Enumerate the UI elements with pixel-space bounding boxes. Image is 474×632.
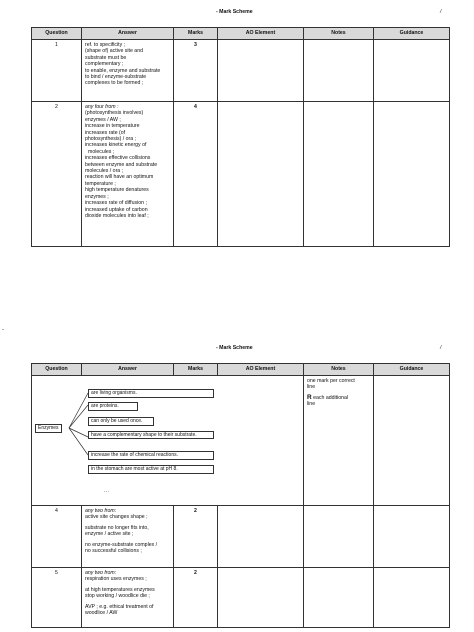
- answer-intro: any four from :: [85, 104, 119, 110]
- page-header-slash-1: /: [440, 9, 442, 15]
- guidance-cell: [374, 568, 450, 628]
- answer-line: increase in temperature: [85, 123, 140, 130]
- match-option: can only be used once.: [88, 417, 154, 426]
- notes-line: one mark per correct: [307, 378, 355, 384]
- question-number: 1: [32, 40, 82, 102]
- ao-element-cell: [218, 506, 304, 568]
- answer-line: complexes to be formed ;: [85, 80, 144, 87]
- answer-line: increases rate of diffusion ;: [85, 200, 147, 207]
- answer-line: between enzyme and substrate: [85, 161, 158, 168]
- col-answer: Answer: [82, 364, 174, 376]
- question-number: 2: [32, 102, 82, 247]
- answer-line: increases effective collisions: [85, 155, 151, 162]
- col-marks: Marks: [174, 364, 218, 376]
- answer-line: (photosynthesis involves): [85, 110, 144, 117]
- reject-symbol: R: [307, 393, 312, 401]
- col-ao-element: AO Element: [218, 364, 304, 376]
- question-number: 5: [32, 568, 82, 628]
- col-question: Question: [32, 28, 82, 40]
- table-header-row: [32, 28, 450, 40]
- answer-cell: [82, 40, 174, 102]
- answer-line: substrate must be: [85, 54, 127, 61]
- col-marks: Marks: [174, 28, 218, 40]
- col-question: Question: [32, 364, 82, 376]
- col-notes: Notes: [304, 28, 374, 40]
- answer-intro: any two from:: [85, 508, 117, 514]
- col-guidance: Guidance: [374, 28, 450, 40]
- ellipsis: ...: [104, 488, 110, 494]
- marks-cell: 2: [174, 568, 218, 628]
- guidance-cell: [374, 376, 450, 506]
- guidance-cell: [374, 506, 450, 568]
- answer-line: molecules ;: [88, 148, 115, 155]
- mark-scheme-table-1: [31, 27, 450, 247]
- match-option: increase the rate of chemical reactions.: [88, 451, 214, 460]
- answer-line: high temperature denatures: [85, 187, 149, 194]
- answer-line: increased uptake of carbon: [85, 206, 148, 213]
- answer-intro: any two from:: [85, 570, 117, 576]
- ao-element-cell: [218, 40, 304, 102]
- marks-cell: 2: [174, 506, 218, 568]
- page-header-slash-2: /: [440, 345, 442, 351]
- match-line: [69, 393, 88, 428]
- answer-line: active site changes shape ;: [85, 514, 148, 521]
- answer-line: woodlice / AW: [85, 610, 118, 617]
- answer-line: reaction will have an optimum: [85, 174, 154, 181]
- answer-line: substrate no longer fits into,: [85, 524, 149, 531]
- answer-line: complementary ;: [85, 61, 124, 68]
- answer-line: increases rate (of: [85, 129, 126, 136]
- mark-scheme-table-2: [31, 363, 450, 628]
- notes-cell: [304, 40, 374, 102]
- match-option: in the stomach are most active at pH 8.: [88, 465, 214, 474]
- answer-line: ref. to specificity ;: [85, 42, 126, 48]
- match-option: are proteins.: [88, 402, 138, 411]
- page-header-title-1: - Mark Scheme: [216, 9, 253, 15]
- answer-line: enzymes ;: [85, 193, 109, 200]
- col-guidance: Guidance: [374, 364, 450, 376]
- page-header-title-2: - Mark Scheme: [216, 345, 253, 351]
- matching-cell: [32, 376, 304, 506]
- notes-line: line: [307, 401, 316, 408]
- match-option: are living organisms.: [88, 389, 214, 398]
- answer-line: stop working / woodlice die ;: [85, 593, 150, 600]
- answer-line: (shape of) active site and: [85, 48, 143, 55]
- question-number: 4: [32, 506, 82, 568]
- col-ao-element: AO Element: [218, 28, 304, 40]
- marks-cell: 4: [174, 102, 218, 247]
- answer-cell: [82, 102, 174, 247]
- answer-line: molecules / ora ;: [85, 168, 124, 175]
- answer-line: AVP ; e.g. ethical treatment of: [85, 603, 154, 610]
- table-row: [32, 376, 450, 506]
- notes-cell: [304, 568, 374, 628]
- answer-cell: [82, 506, 174, 568]
- col-answer: Answer: [82, 28, 174, 40]
- answer-line: dioxide molecules into leaf ;: [85, 212, 149, 219]
- table-row: [32, 40, 450, 102]
- table-row: [32, 506, 450, 568]
- ao-element-cell: [218, 102, 304, 247]
- answer-line: at high temperatures enzymes: [85, 586, 155, 593]
- marks-cell: 3: [174, 40, 218, 102]
- match-line: [69, 428, 88, 455]
- answer-line: to bind / enzyme-substrate: [85, 74, 147, 81]
- answer-line: to enable, enzyme and substrate: [85, 67, 161, 74]
- notes-cell: [304, 102, 374, 247]
- answer-line: enzymes / AW ;: [85, 116, 121, 123]
- answer-line: no enzyme-substrate complex /: [85, 541, 158, 548]
- matching-diagram: [32, 376, 303, 502]
- table-row: [32, 102, 450, 247]
- answer-line: increases kinetic energy of: [85, 142, 147, 149]
- notes-cell: [304, 506, 374, 568]
- notes-line: each additional: [313, 394, 349, 401]
- match-option: have a complementary shape to their substrate.: [88, 431, 214, 439]
- page-separator-mark: -: [2, 327, 4, 333]
- guidance-cell: [374, 40, 450, 102]
- match-source-enzymes: Enzymes: [35, 424, 62, 433]
- guidance-cell: [374, 102, 450, 247]
- table-row: [32, 568, 450, 628]
- match-line: [69, 405, 88, 428]
- answer-cell: [82, 568, 174, 628]
- answer-line: respiration uses enzymes ;: [85, 576, 147, 583]
- answer-line: photosynthesis) / ora ;: [85, 136, 137, 143]
- notes-cell: [304, 376, 374, 506]
- notes-line: line: [307, 384, 316, 391]
- answer-line: no successful collisions ;: [85, 548, 142, 555]
- col-notes: Notes: [304, 364, 374, 376]
- ao-element-cell: [218, 568, 304, 628]
- table-header-row: [32, 364, 450, 376]
- answer-line: temperature ;: [85, 180, 116, 187]
- answer-line: enzyme / active site ;: [85, 531, 134, 538]
